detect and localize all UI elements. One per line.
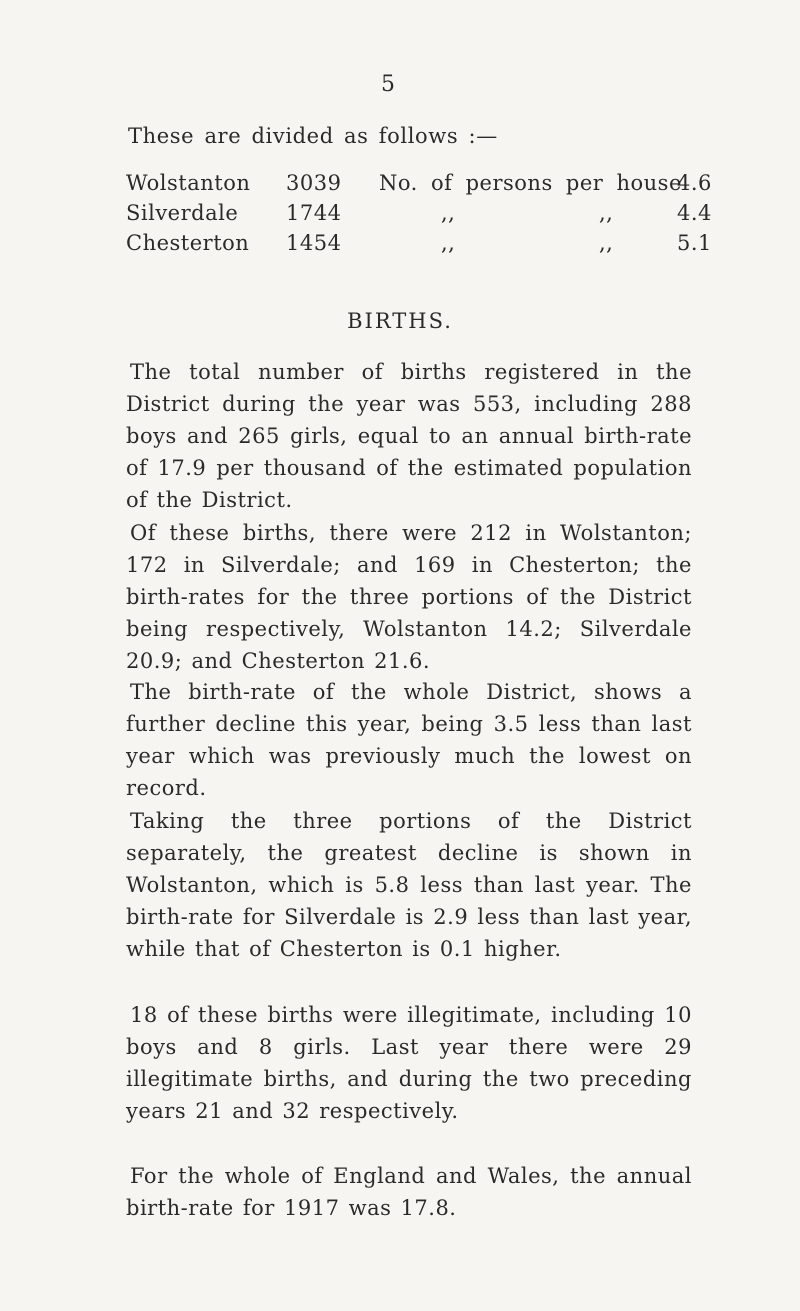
district-name: Silverdale bbox=[126, 201, 239, 225]
table-row bbox=[126, 201, 712, 231]
table-row bbox=[126, 171, 712, 201]
ditto-mark: ,, bbox=[441, 231, 456, 255]
persons-per-house: 5.1 bbox=[677, 231, 712, 255]
houses-table bbox=[126, 171, 712, 261]
paragraph: Taking the three portions of the District separately, the greatest decline is shown in Wolstanton, which is 5.8 less than last year. The birth-rate for Silverdale is 2.9 less than last year, while that of Chesterton is 0.1 higher. bbox=[126, 809, 692, 961]
paragraph: Of these births, there were 212 in Wolstanton; 172 in Silverdale; and 169 in Chesterton; the birth-rates for the three portions of the District being respectively, Wolstanton 14.2; Silverdale 20.9; and Chesterton 21.6. bbox=[126, 521, 692, 673]
table-row bbox=[126, 231, 712, 261]
ditto-mark: ,, bbox=[441, 201, 456, 225]
paragraph: For the whole of England and Wales, the annual birth-rate for 1917 was 17.8. bbox=[126, 1164, 692, 1220]
ditto-mark: ,, bbox=[599, 201, 614, 225]
paragraph: The birth-rate of the whole District, shows a further decline this year, being 3.5 less than last year which was previously much the lowest on record. bbox=[126, 680, 692, 800]
district-name: Chesterton bbox=[126, 231, 250, 255]
intro-text: These are divided as follows :— bbox=[128, 124, 498, 148]
house-count: 1454 bbox=[286, 231, 342, 255]
house-count: 1744 bbox=[286, 201, 342, 225]
persons-per-house: 4.6 bbox=[677, 171, 712, 195]
page-number: 5 bbox=[381, 72, 395, 97]
row-description: No. of persons per house bbox=[379, 171, 682, 195]
ditto-mark: ,, bbox=[599, 231, 614, 255]
paragraph: 18 of these births were illegitimate, including 10 boys and 8 girls. Last year there were 29 illegitimate births, and during the two preceding years 21 and 32 respectively. bbox=[126, 1003, 692, 1123]
district-name: Wolstanton bbox=[126, 171, 251, 195]
section-heading: BIRTHS. bbox=[347, 309, 453, 333]
house-count: 3039 bbox=[286, 171, 342, 195]
paragraph: The total number of births registered in the District during the year was 553, including 288 boys and 265 girls, equal to an annual birth-rate of 17.9 per thousand of the estimated population of the District. bbox=[126, 360, 692, 512]
persons-per-house: 4.4 bbox=[677, 201, 712, 225]
